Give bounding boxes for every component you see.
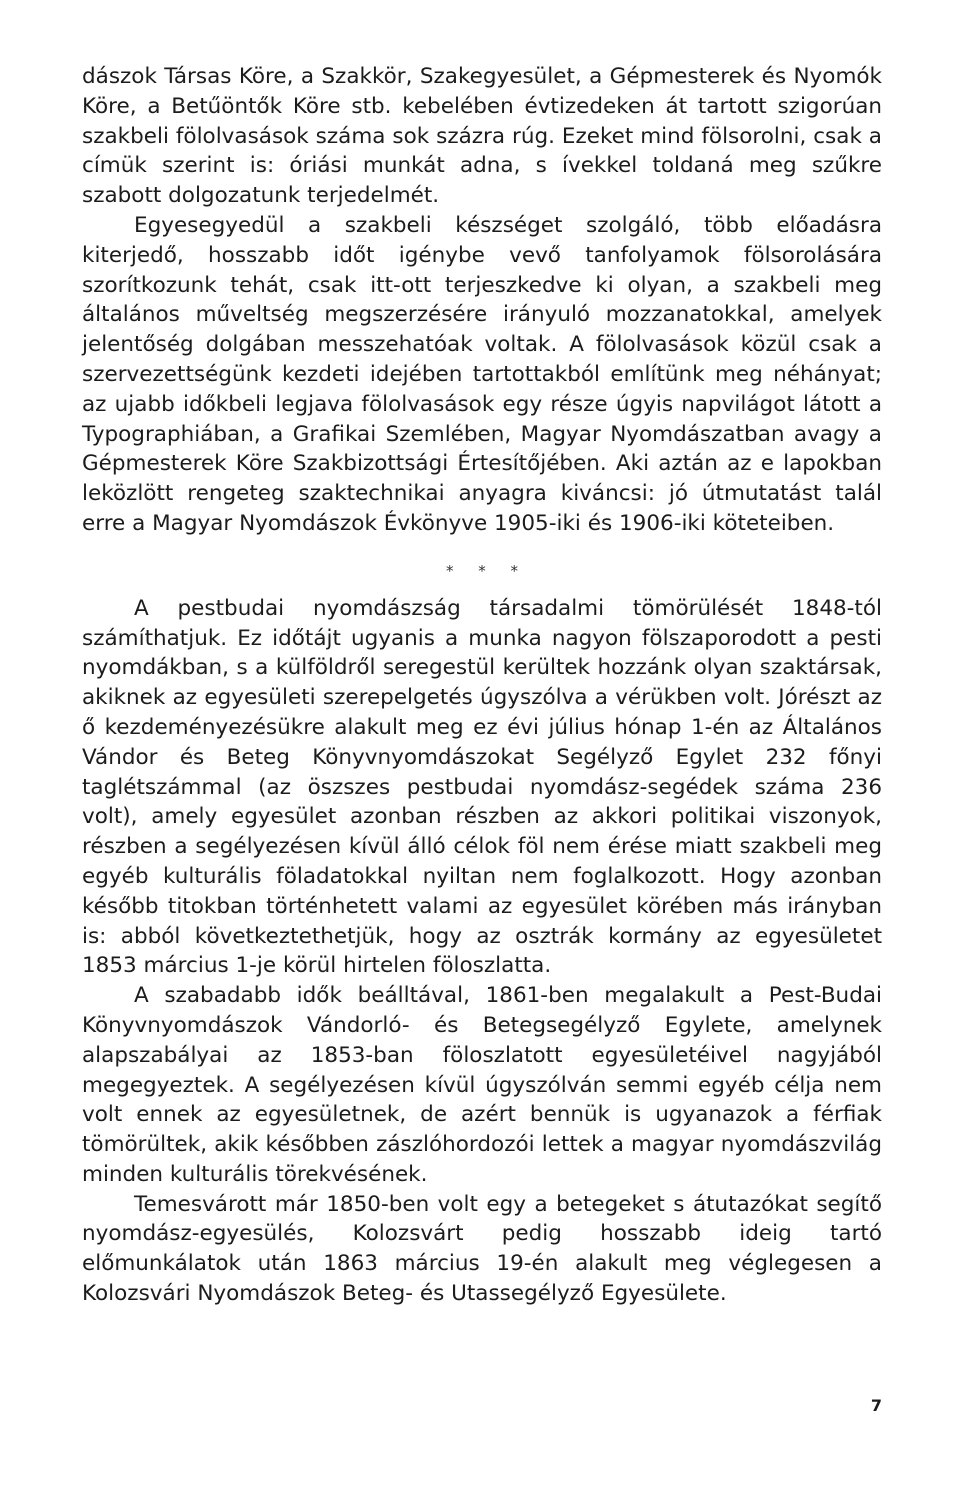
document-page: [82, 62, 882, 1442]
paragraph-1848: A pestbudai nyomdászság társadalmi tömörülését 1848-tól számíthatjuk. Ez időtájt ugyanis a munka nagyon fölszaporodott a pesti nyomdákban, s a külföldről seregestül kerültek hozzánk olyan szaktársak, akiknek az egyesületi szerepelgetés úgyszólva a vérükben volt. Jórészt az ő kezdeményezésükre alakult meg ez évi július hónap 1-én az Általános Vándor és Beteg Könyvnyomdászokat Segélyző Egylet 232 főnyi taglétszámmal (az öszszes pestbudai nyomdász-segédek száma 236 volt), amely egyesület azonban részben az akkori politikai viszonyok, részben a segélyezésen kívül álló célok föl nem érése miatt szakbeli meg egyéb kulturális föladatokkal nyiltan nem foglalkozott. Hogy azonban később titokban történhetett valami az egyesület körében más irányban is: abból következtethetjük, hogy az osztrák kormány az egyesületet 1853 március 1-je körül hirtelen föloszlatta.: [82, 595, 882, 979]
paragraph-courses: Egyesegyedül a szakbeli készséget szolgáló, több előadásra kiterjedő, hosszabb időt igénybe vevő tanfolyamok fölsorolására szorítkozunk tehát, csak itt-ott terjeszkedve ki olyan, a szakbeli meg általános műveltség megszerzésére irányuló mozzanatokkal, amelyek jelentőség dolgában messzehatóak voltak. A fölolvasások közül csak a szervezettségünk kezdeti idejében tartottakból említünk meg néhányat; az ujabb időkbeli legjava fölolvasások egy része úgyis napvilágot látott a Typographiában, a Grafikai Szemlében, Magyar Nyomdászatban avagy a Gépmesterek Köre Szakbizottsági Értesítőjében. Aki aztán az e lapokban leközlött rengeteg szaktechnikai anyagra kiváncsi: jó útmutatást talál erre a Magyar Nyomdászok Évkönyve 1905-iki és 1906-iki köteteiben.: [82, 212, 882, 536]
paragraph-continuation: dászok Társas Köre, a Szakkör, Szakegyesület, a Gépmesterek és Nyomók Köre, a Betűöntők Köre stb. kebelében évtizedeken át tartott szigorúan szakbeli fölolvasások száma sok százra rúg. Ezeket mind fölsorolni, csak a címük szerint is: óriási munkát adna, s ívekkel toldaná meg szűkre szabott dolgozatunk terjedelmét.: [82, 64, 882, 209]
page-number: 7: [870, 1396, 882, 1415]
paragraph-1861: A szabadabb idők beálltával, 1861-ben megalakult a Pest-Budai Könyvnyomdászok Vándorló- és Betegsegélyző Egylete, amelynek alapszabályai az 1853-ban föloszlatott egyesületéivel nagyjából megegyeztek. A segélyezésen kívül úgyszólván semmi egyéb célja nem volt ennek az egyesületnek, de azért bennük is ugyanazok a férfiak tömörültek, akik későbben zászlóhordozói lettek a magyar nyomdászvilág minden kulturális törekvésének.: [82, 983, 882, 1187]
section-separator: * * *: [445, 561, 529, 580]
paragraph-1850: Temesvárott már 1850-ben volt egy a betegeket s átutazókat segítő nyomdász-egyesülés, Kolozsvárt pedig hosszabb ideig tartó előmunkálatok után 1863 március 19-én alakult meg véglegesen a Kolozsvári Nyomdászok Beteg- és Utassegélyző Egyesülete.: [82, 1191, 882, 1307]
